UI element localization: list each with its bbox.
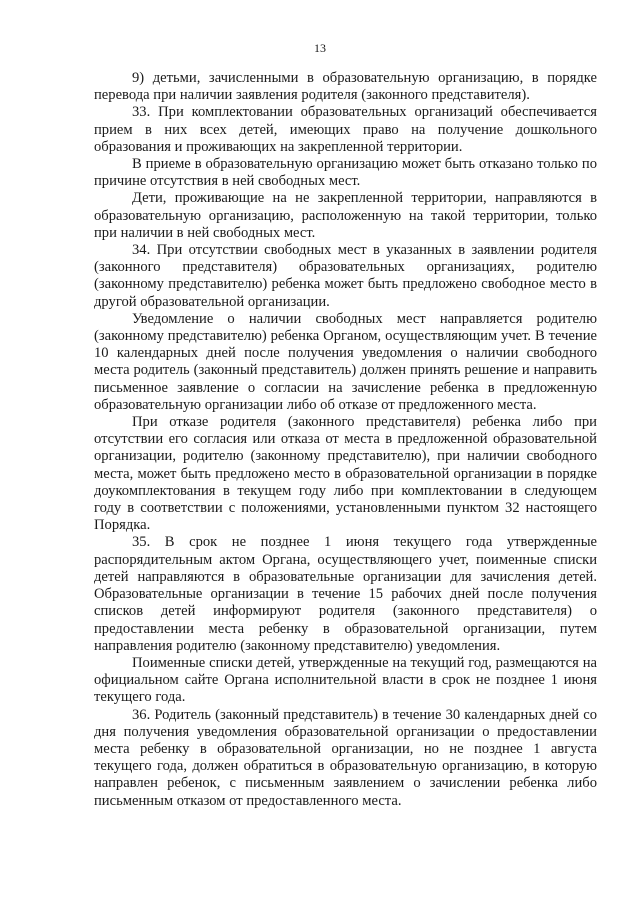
page-number: 13 bbox=[314, 41, 326, 55]
paragraph-33-refusal: В приеме в образовательную организацию может быть отказано только по причине отсутствия в ней свободных мест. bbox=[94, 156, 597, 190]
paragraph-35: 35. В срок не позднее 1 июня текущего года утвержденные распорядительным актом Органа, осуществляющего учет, поименные списки детей направляются в образовательные организации для зачисления детей. Образовательные организации в течение 15 рабочих дней после получения списков детей информируют родителя (законного представителя) о предоставлении места ребенку в образовательной организации, путем направления родителю (законному представителю) уведомления. bbox=[94, 534, 597, 654]
paragraph-34: 34. При отсутствии свободных мест в указанных в заявлении родителя (законного представителя) образовательных организациях, родителю (законному представителю) ребенка может быть предложено свободное место в другой образовательной организации. bbox=[94, 242, 597, 310]
paragraph-item-9: 9) детьми, зачисленными в образовательную организацию, в порядке перевода при наличии заявления родителя (законного представителя). bbox=[94, 70, 597, 104]
paragraph-34-refusal: При отказе родителя (законного представителя) ребенка либо при отсутствии его согласия или отказа от места в предложенной образовательной организации, родителю (законному представителю), при наличии свободного места, может быть предложено место в образовательной организации в порядке доукомплектования в текущем году либо при комплектовании в следующем году в соответствии с положениями, установленными пунктом 32 настоящего Порядка. bbox=[94, 414, 597, 534]
paragraph-33-non-assigned: Дети, проживающие на не закрепленной территории, направляются в образовательную организацию, расположенную на такой территории, только при наличии в ней свободных мест. bbox=[94, 190, 597, 241]
paragraph-35-lists: Поименные списки детей, утвержденные на текущий год, размещаются на официальном сайте Органа исполнительной власти в срок не позднее 1 июня текущего года. bbox=[94, 654, 597, 706]
document-body bbox=[94, 70, 597, 810]
paragraph-34-notification: Уведомление о наличии свободных мест направляется родителю (законному представителю) ребенка Органом, осуществляющим учет. В течение 10 календарных дней после получения уведомления о наличии свободного места родитель (законный представитель) должен принять решение и направить письменное заявление о согласии на зачисление ребенка в предложенную образовательную организации либо об отказе от предложенного места. bbox=[94, 310, 597, 413]
paragraph-36: 36. Родитель (законный представитель) в течение 30 календарных дней со дня получения уведомления образовательной организации о предоставлении места ребенку в образовательной организации, но не позднее 1 августа текущего года, должен обратиться в образовательную организацию, в которую направлен ребенок, с письменным заявлением о зачислении ребенка либо письменным отказом от предоставленного места. bbox=[94, 706, 597, 809]
paragraph-33: 33. При комплектовании образовательных организаций обеспечивается прием в них всех детей, имеющих право на получение дошкольного образования и проживающих на закрепленной территории. bbox=[94, 104, 597, 155]
